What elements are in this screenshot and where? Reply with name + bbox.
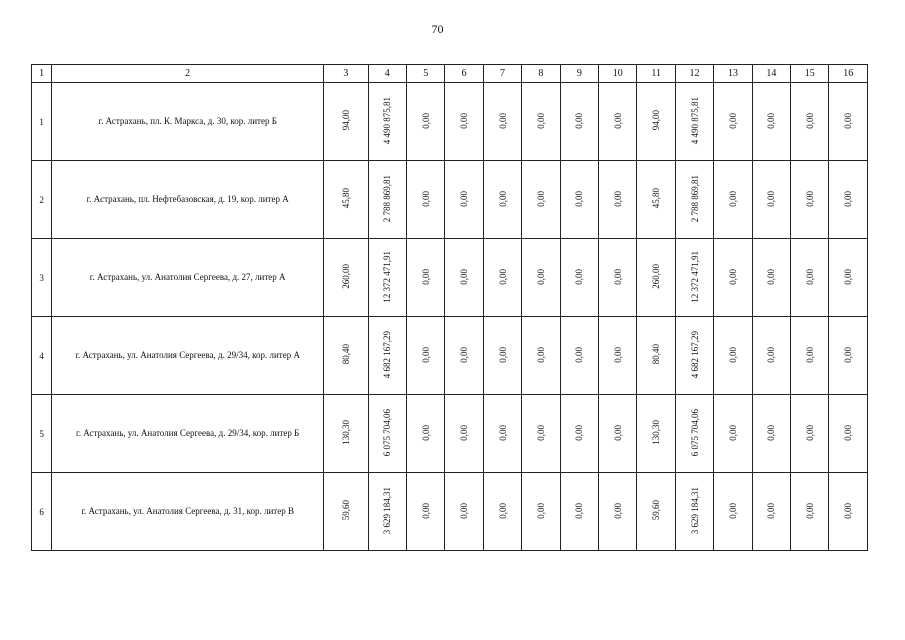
value-text: 0,00 — [766, 268, 777, 285]
value-text: 0,00 — [612, 346, 623, 363]
address-cell: г. Астрахань, ул. Анатолия Сергеева, д. 31, кор. литер В — [52, 473, 324, 551]
value-cell — [791, 161, 829, 239]
column-header-7: 7 — [483, 65, 521, 83]
value-text: 0,00 — [612, 268, 623, 285]
value-text: 2 788 869,81 — [382, 174, 393, 223]
value-text: 0,00 — [535, 424, 546, 441]
value-cell — [714, 317, 752, 395]
value-cell — [637, 395, 675, 473]
value-text: 3 629 184,31 — [382, 486, 393, 535]
value-text: 4 682 167,29 — [689, 330, 700, 379]
value-text: 0,00 — [727, 112, 738, 129]
value-text: 0,00 — [420, 190, 431, 207]
value-cell — [445, 161, 483, 239]
value-cell — [637, 473, 675, 551]
column-header-6: 6 — [445, 65, 483, 83]
column-header-9: 9 — [560, 65, 598, 83]
value-text: 0,00 — [497, 112, 508, 129]
value-text: 0,00 — [727, 424, 738, 441]
value-text: 260,00 — [340, 264, 351, 289]
value-text: 6 075 704,06 — [382, 408, 393, 457]
address-cell: г. Астрахань, ул. Анатолия Сергеева, д. 29/34, кор. литер А — [52, 317, 324, 395]
value-text: 80,40 — [340, 344, 351, 365]
value-cell — [791, 317, 829, 395]
value-text: 0,00 — [766, 346, 777, 363]
column-header-3: 3 — [324, 65, 368, 83]
value-text: 0,00 — [459, 424, 470, 441]
value-cell — [791, 395, 829, 473]
value-cell — [522, 473, 560, 551]
value-text: 0,00 — [804, 268, 815, 285]
value-text: 0,00 — [420, 268, 431, 285]
value-text: 0,00 — [459, 190, 470, 207]
value-cell — [407, 473, 445, 551]
column-header-14: 14 — [752, 65, 790, 83]
column-header-1: 1 — [32, 65, 52, 83]
value-text: 0,00 — [497, 502, 508, 519]
value-cell — [560, 473, 598, 551]
value-text: 0,00 — [535, 112, 546, 129]
value-cell — [522, 395, 560, 473]
value-text: 59,60 — [340, 500, 351, 521]
value-cell — [560, 395, 598, 473]
value-text: 0,00 — [766, 502, 777, 519]
value-text: 0,00 — [459, 112, 470, 129]
value-cell — [368, 239, 406, 317]
value-cell — [368, 317, 406, 395]
value-text: 0,00 — [727, 346, 738, 363]
value-text: 94,00 — [340, 110, 351, 131]
value-cell — [637, 317, 675, 395]
header-row — [32, 65, 868, 83]
table-row — [32, 239, 868, 317]
row-number: 1 — [32, 83, 52, 161]
value-cell — [675, 83, 713, 161]
value-cell — [368, 395, 406, 473]
value-text: 260,00 — [651, 264, 662, 289]
value-text: 0,00 — [574, 190, 585, 207]
value-cell — [714, 83, 752, 161]
column-header-2: 2 — [52, 65, 324, 83]
value-text: 0,00 — [574, 346, 585, 363]
value-text: 0,00 — [612, 424, 623, 441]
value-text: 12 372 471,91 — [382, 250, 393, 303]
value-cell — [407, 317, 445, 395]
value-cell — [829, 317, 868, 395]
value-cell — [637, 239, 675, 317]
value-text: 0,00 — [727, 190, 738, 207]
value-text: 0,00 — [459, 346, 470, 363]
column-header-8: 8 — [522, 65, 560, 83]
value-cell — [324, 317, 368, 395]
value-text: 0,00 — [497, 424, 508, 441]
value-text: 0,00 — [535, 346, 546, 363]
value-text: 0,00 — [497, 190, 508, 207]
value-text: 130,30 — [651, 420, 662, 445]
value-text: 0,00 — [804, 190, 815, 207]
value-cell — [675, 395, 713, 473]
value-cell — [714, 161, 752, 239]
value-text: 6 075 704,06 — [689, 408, 700, 457]
value-text: 59,60 — [651, 500, 662, 521]
column-header-12: 12 — [675, 65, 713, 83]
value-text: 0,00 — [574, 424, 585, 441]
address-cell: г. Астрахань, ул. Анатолия Сергеева, д. 29/34, кор. литер Б — [52, 395, 324, 473]
value-cell — [829, 239, 868, 317]
value-cell — [599, 473, 637, 551]
value-cell — [752, 83, 790, 161]
value-cell — [445, 395, 483, 473]
table-row — [32, 317, 868, 395]
value-cell — [560, 83, 598, 161]
value-text: 0,00 — [766, 424, 777, 441]
value-cell — [483, 161, 521, 239]
value-cell — [714, 473, 752, 551]
value-text: 3 629 184,31 — [689, 486, 700, 535]
value-cell — [675, 473, 713, 551]
value-text: 45,80 — [651, 188, 662, 209]
value-text: 0,00 — [612, 112, 623, 129]
value-cell — [522, 239, 560, 317]
value-text: 0,00 — [804, 346, 815, 363]
value-cell — [522, 161, 560, 239]
value-text: 0,00 — [843, 190, 854, 207]
value-cell — [522, 317, 560, 395]
value-text: 0,00 — [727, 268, 738, 285]
value-cell — [675, 317, 713, 395]
value-cell — [368, 83, 406, 161]
value-cell — [483, 239, 521, 317]
table-row — [32, 83, 868, 161]
value-text: 0,00 — [535, 268, 546, 285]
value-cell — [445, 473, 483, 551]
value-text: 0,00 — [497, 268, 508, 285]
value-text: 0,00 — [804, 112, 815, 129]
value-cell — [829, 473, 868, 551]
value-text: 0,00 — [612, 190, 623, 207]
value-cell — [407, 395, 445, 473]
value-cell — [445, 239, 483, 317]
value-text: 0,00 — [843, 112, 854, 129]
column-header-13: 13 — [714, 65, 752, 83]
data-table — [31, 64, 868, 551]
value-cell — [791, 83, 829, 161]
value-text: 0,00 — [804, 424, 815, 441]
value-cell — [368, 161, 406, 239]
table-row — [32, 395, 868, 473]
value-cell — [752, 317, 790, 395]
column-header-5: 5 — [407, 65, 445, 83]
value-cell — [752, 161, 790, 239]
value-cell — [407, 239, 445, 317]
address-cell: г. Астрахань, пл. К. Маркса, д. 30, кор. литер Б — [52, 83, 324, 161]
value-cell — [599, 83, 637, 161]
value-cell — [483, 395, 521, 473]
row-number: 5 — [32, 395, 52, 473]
value-cell — [829, 395, 868, 473]
value-cell — [324, 473, 368, 551]
value-text: 0,00 — [574, 502, 585, 519]
value-cell — [599, 161, 637, 239]
value-text: 4 490 875,81 — [382, 96, 393, 145]
value-text: 2 788 869,81 — [689, 174, 700, 223]
column-header-10: 10 — [599, 65, 637, 83]
address-cell: г. Астрахань, ул. Анатолия Сергеева, д. 27, литер А — [52, 239, 324, 317]
column-header-16: 16 — [829, 65, 868, 83]
value-cell — [324, 239, 368, 317]
value-cell — [675, 239, 713, 317]
value-cell — [324, 161, 368, 239]
value-cell — [752, 473, 790, 551]
value-cell — [791, 239, 829, 317]
address-cell: г. Астрахань, пл. Нефтебазовская, д. 19, кор. литер А — [52, 161, 324, 239]
column-header-4: 4 — [368, 65, 406, 83]
value-text: 12 372 471,91 — [689, 250, 700, 303]
value-text: 94,00 — [651, 110, 662, 131]
value-text: 0,00 — [574, 112, 585, 129]
table-row — [32, 161, 868, 239]
value-text: 0,00 — [459, 502, 470, 519]
value-cell — [483, 83, 521, 161]
value-cell — [599, 317, 637, 395]
row-number: 3 — [32, 239, 52, 317]
value-cell — [407, 83, 445, 161]
value-cell — [560, 161, 598, 239]
value-text: 0,00 — [843, 346, 854, 363]
value-cell — [714, 239, 752, 317]
value-cell — [445, 317, 483, 395]
page-number: 70 — [431, 22, 444, 36]
value-text: 0,00 — [612, 502, 623, 519]
value-text: 0,00 — [459, 268, 470, 285]
value-text: 0,00 — [420, 502, 431, 519]
value-cell — [368, 473, 406, 551]
value-cell — [714, 395, 752, 473]
value-text: 0,00 — [843, 502, 854, 519]
value-cell — [324, 83, 368, 161]
value-cell — [560, 317, 598, 395]
value-cell — [407, 161, 445, 239]
value-cell — [483, 473, 521, 551]
value-cell — [791, 473, 829, 551]
row-number: 6 — [32, 473, 52, 551]
value-text: 0,00 — [420, 346, 431, 363]
value-text: 80,40 — [651, 344, 662, 365]
value-text: 0,00 — [766, 112, 777, 129]
value-text: 0,00 — [843, 424, 854, 441]
value-text: 0,00 — [535, 502, 546, 519]
value-text: 45,80 — [340, 188, 351, 209]
value-text: 0,00 — [497, 346, 508, 363]
value-text: 0,00 — [420, 424, 431, 441]
value-text: 0,00 — [766, 190, 777, 207]
value-text: 4 682 167,29 — [382, 330, 393, 379]
row-number: 2 — [32, 161, 52, 239]
value-text: 0,00 — [804, 502, 815, 519]
table-row — [32, 473, 868, 551]
value-cell — [445, 83, 483, 161]
column-header-15: 15 — [791, 65, 829, 83]
value-cell — [829, 161, 868, 239]
column-header-11: 11 — [637, 65, 675, 83]
value-cell — [752, 239, 790, 317]
value-cell — [599, 239, 637, 317]
value-text: 0,00 — [420, 112, 431, 129]
value-cell — [829, 83, 868, 161]
value-text: 4 490 875,81 — [689, 96, 700, 145]
value-cell — [637, 161, 675, 239]
value-cell — [752, 395, 790, 473]
value-text: 0,00 — [574, 268, 585, 285]
value-cell — [324, 395, 368, 473]
value-cell — [637, 83, 675, 161]
value-text: 0,00 — [727, 502, 738, 519]
row-number: 4 — [32, 317, 52, 395]
value-cell — [675, 161, 713, 239]
value-cell — [560, 239, 598, 317]
value-cell — [522, 83, 560, 161]
value-text: 0,00 — [843, 268, 854, 285]
value-cell — [599, 395, 637, 473]
value-cell — [483, 317, 521, 395]
value-text: 0,00 — [535, 190, 546, 207]
value-text: 130,30 — [340, 420, 351, 445]
